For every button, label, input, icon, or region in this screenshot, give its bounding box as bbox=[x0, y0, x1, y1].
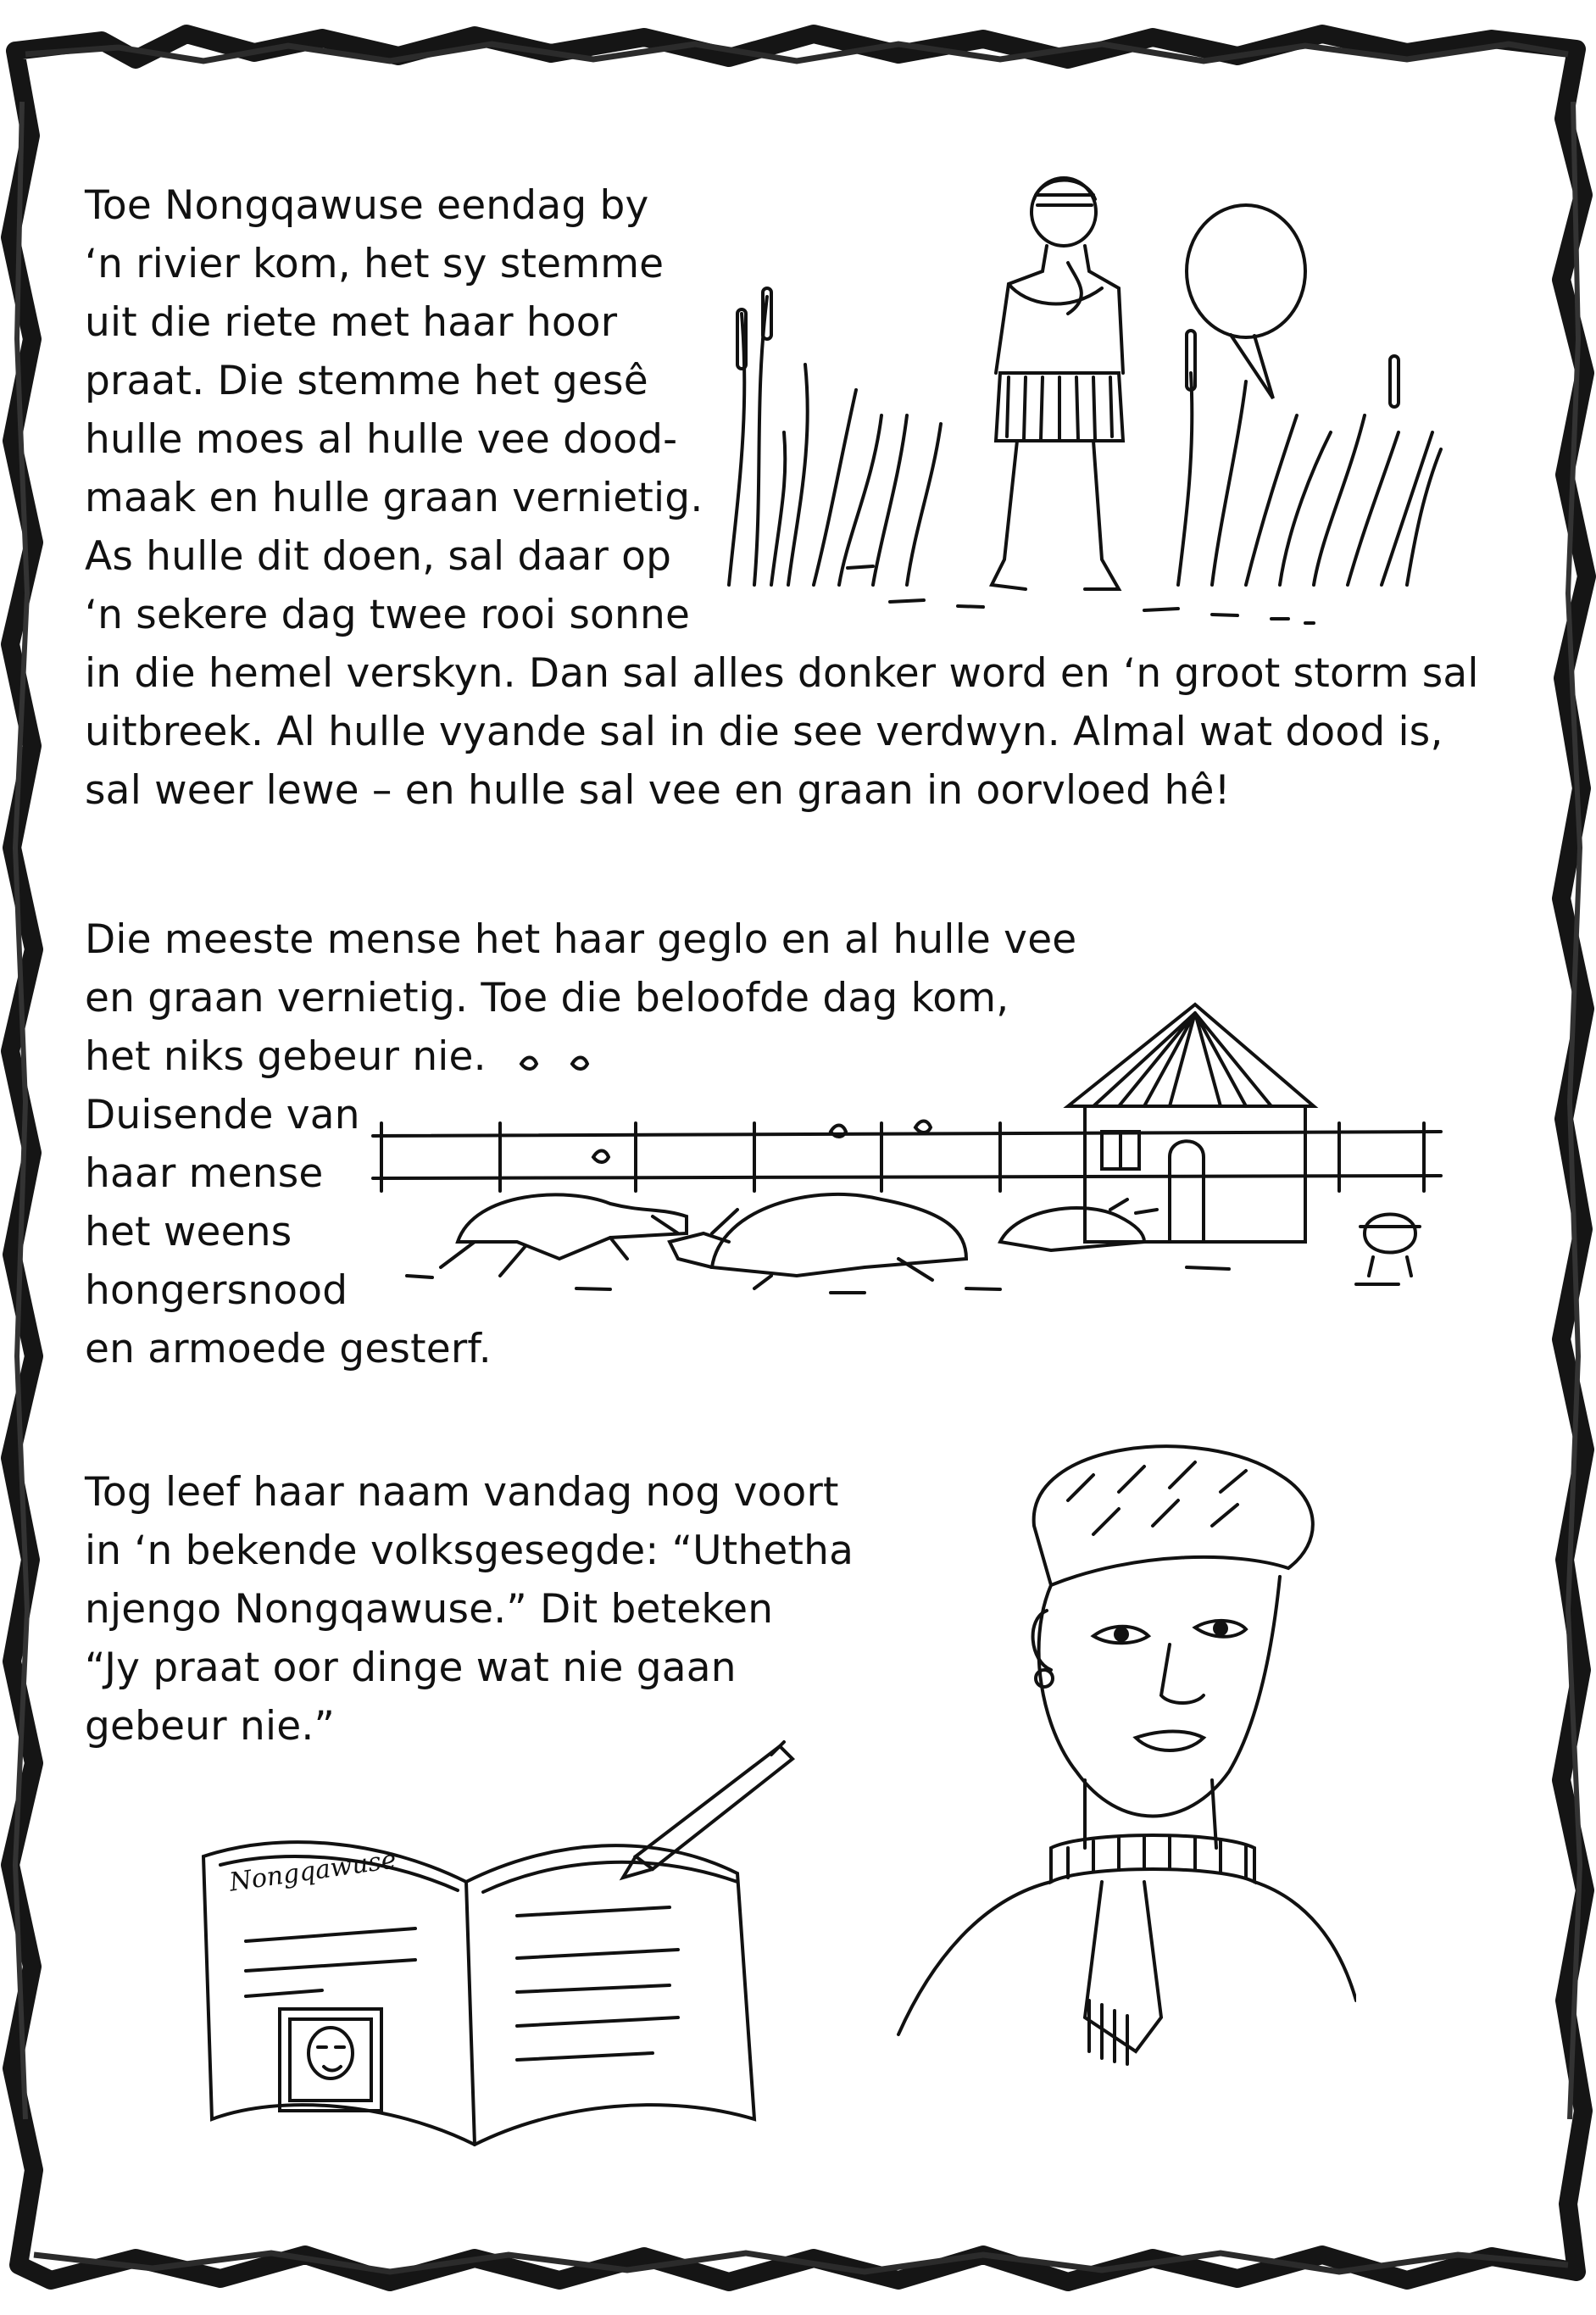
text-line: haar mense bbox=[85, 1150, 324, 1197]
text-line: hongersnood bbox=[85, 1267, 348, 1314]
text-line: en armoede gesterf. bbox=[85, 1326, 492, 1372]
text-line: ‘n rivier kom, het sy stemme bbox=[85, 241, 665, 287]
text-line: praat. Die stemme het gesê bbox=[85, 358, 648, 404]
text-line: hulle moes al hulle vee dood- bbox=[85, 416, 678, 463]
text-line: gebeur nie.” bbox=[85, 1703, 336, 1750]
text-line: Toe Nongqawuse eendag by bbox=[85, 182, 649, 229]
text-line: in die hemel verskyn. Dan sal alles donker word en ‘n groot storm sal bbox=[85, 650, 1479, 697]
text-line: het niks gebeur nie. bbox=[85, 1033, 487, 1080]
portrait-of-nongqawuse-illustration bbox=[881, 1407, 1356, 2187]
text-line: het weens bbox=[85, 1209, 292, 1255]
text-line: sal weer lewe – en hulle sal vee en graan in oorvloed hê! bbox=[85, 767, 1231, 814]
text-line: in ‘n bekende volksgesegde: “Uthetha bbox=[85, 1528, 854, 1574]
text-line: uit die riete met haar hoor bbox=[85, 299, 618, 346]
text-line: en graan vernietig. Toe die beloofde dag kom, bbox=[85, 975, 1009, 1021]
text-line: uitbreek. Al hulle vyande sal in die see verdwyn. Almal wat dood is, bbox=[85, 709, 1443, 755]
book-handwritten-title: Nongqawuse bbox=[227, 1845, 398, 1898]
dead-cattle-homestead-illustration bbox=[356, 988, 1458, 1310]
text-line: Tog leef haar naam vandag nog voort bbox=[85, 1469, 839, 1516]
text-line: maak en hulle graan vernietig. bbox=[85, 475, 703, 521]
text-line: “Jy praat oor dinge wat nie gaan bbox=[85, 1644, 737, 1691]
text-line: As hulle dit doen, sal daar op bbox=[85, 533, 672, 580]
text-line: Duisende van bbox=[85, 1092, 360, 1138]
text-line: njengo Nongqawuse.” Dit beteken bbox=[85, 1586, 774, 1633]
text-line: Die meeste mense het haar geglo en al hulle vee bbox=[85, 916, 1077, 963]
paragraph-saying bbox=[85, 1463, 854, 1756]
text-line: ‘n sekere dag twee rooi sonne bbox=[85, 592, 691, 638]
open-book-with-pen-illustration bbox=[195, 1738, 805, 2179]
girl-in-reeds-illustration bbox=[703, 161, 1466, 636]
